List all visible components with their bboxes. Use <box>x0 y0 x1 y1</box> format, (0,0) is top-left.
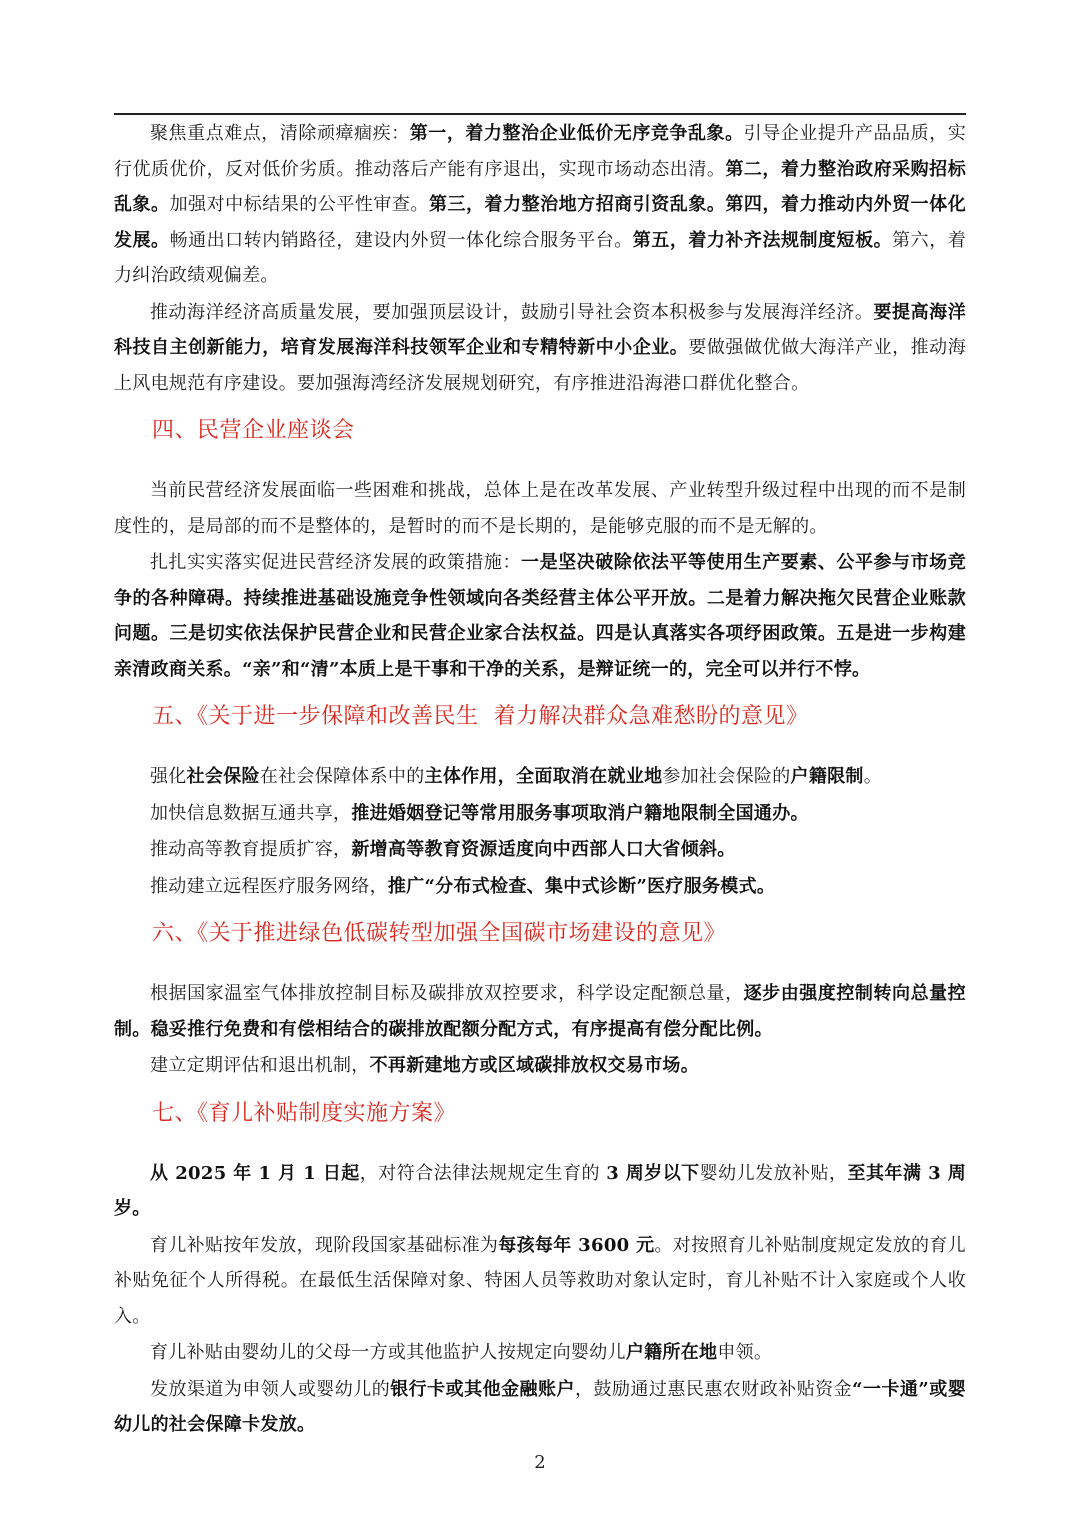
bold-text-segment: 新增高等教育资源适度向中西部人口大省倾斜。 <box>351 839 736 860</box>
text-segment: ，鼓励通过惠民惠农财政补贴资金 <box>574 1378 853 1400</box>
text-segment: 在社会保障体系中的 <box>259 766 425 787</box>
text-segment: 参加社会保险的 <box>662 766 791 787</box>
text-segment: 第六，着力纠治政绩观偏差。 <box>114 229 967 286</box>
text-segment: ，对符合法律法规规定生育的 <box>359 1162 607 1184</box>
bold-text-segment: 第三，着力整治地方招商引资乱象。第四，着力推动内外贸一体化发展。 <box>114 194 967 251</box>
text-segment: 发放渠道为申领人或婴幼儿的 <box>150 1378 391 1400</box>
body-paragraph <box>114 1372 966 1443</box>
body-paragraph <box>114 116 966 294</box>
body-paragraph <box>114 832 966 868</box>
text-segment: 引导企业提升产品品质，实行优质优价，反对低价劣质。推动落后产能有序退出，实现市场动态出清。 <box>114 123 966 180</box>
text-segment: 聚焦重点难点，清除顽瘴痼疾： <box>150 123 410 144</box>
text-segment: 育儿补贴由婴幼儿的父母一方或其他监护人按规定向婴幼儿 <box>150 1342 626 1363</box>
body-paragraph <box>114 295 966 402</box>
section-heading: 四、民营企业座谈会 <box>152 418 355 443</box>
bold-text-segment: 每孩每年 3600 元 <box>498 1234 655 1256</box>
bold-text-segment: 从 2025 年 1 月 1 日起 <box>150 1162 360 1184</box>
section-heading: 七、《育儿补贴制度实施方案》 <box>152 1100 457 1126</box>
section-heading: 五、《关于进一步保障和改善民生 着力解决群众急难愁盼的意见》 <box>152 704 809 729</box>
text-segment: 要做强做优做大海洋产业，推动海上风电规范有序建设。要加强海湾经济发展规划研究，有序推进沿海港口群优化整合。 <box>114 337 967 394</box>
body-paragraph <box>114 473 966 544</box>
text-segment: 加强对中标结果的公平性审查。 <box>169 194 429 215</box>
body-paragraph <box>114 1156 966 1227</box>
text-segment: 婴幼儿发放补贴， <box>699 1162 848 1184</box>
text-segment: 。 <box>863 766 883 787</box>
bold-text-segment: 不再新建地方或区域碳排放权交易市场。 <box>369 1055 700 1076</box>
bold-text-segment: “一卡通”或婴幼儿的社会保障卡发放。 <box>114 1378 967 1435</box>
text-segment: 畅通出口转内销路径，建设内外贸一体化综合服务平台。 <box>169 229 633 251</box>
bold-text-segment: 社会保险 <box>186 766 260 787</box>
bold-text-segment: 一是坚决破除依法平等使用生产要素、公平参与市场竞争的各种障碍。持续推进基础设施竞争性领域向各类经营主体公平开放。二是着力解决拖欠民营企业账款问题。三是切实依法保护民营企业和民营企业家合法权益。四是认真落实各项纾困政策。五是进一步构建亲清政商关系。“亲”和“清”本质上是干事和干净的关系，是辩证统一的，完全可以并行不悖。 <box>114 552 967 680</box>
bold-text-segment: 推广“分布式检查、集中式诊断”医疗服务模式。 <box>387 875 776 897</box>
text-segment: 根据国家温室气体排放控制目标及碳排放双控要求，科学设定配额总量， <box>150 983 744 1004</box>
bold-text-segment: 推进婚姻登记等常用服务事项取消户籍地限制全国通办。 <box>351 802 809 824</box>
text-segment: 推动建立远程医疗服务网络， <box>150 875 388 897</box>
text-segment: 当前民营经济发展面临一些困难和挑战，总体上是在改革发展、产业转型升级过程中出现的而不是制度性的，是局部的而不是整体的，是暂时的而不是长期的，是能够克服的而不是无解的。 <box>114 480 966 537</box>
text-segment: 育儿补贴按年发放，现阶段国家基础标准为 <box>150 1234 499 1256</box>
header-rule <box>114 113 966 115</box>
document-body <box>114 116 966 1444</box>
text-segment: 申领。 <box>717 1342 773 1363</box>
body-paragraph <box>114 759 966 795</box>
body-paragraph <box>114 545 966 687</box>
body-paragraph <box>114 1335 966 1371</box>
body-paragraph <box>114 869 966 905</box>
body-paragraph <box>114 976 966 1047</box>
body-paragraph <box>114 796 966 832</box>
bold-text-segment: 要提高海洋科技自主创新能力，培育发展海洋科技领军企业和专精特新中小企业。 <box>114 301 967 358</box>
page-number: 2 <box>534 1452 546 1473</box>
bold-text-segment: 第五，着力补齐法规制度短板。 <box>632 229 893 251</box>
text-segment: 建立定期评估和退出机制， <box>150 1055 370 1076</box>
bold-text-segment: 主体作用，全面取消在就业地 <box>424 766 663 787</box>
text-segment: 推动高等教育提质扩容， <box>150 839 352 860</box>
body-paragraph <box>114 1228 966 1335</box>
bold-text-segment: 第二，着力整治政府采购招标乱象。 <box>114 158 966 215</box>
bold-text-segment: 第一，着力整治企业低价无序竞争乱象。 <box>409 123 744 144</box>
bold-text-segment: 逐步由强度控制转向总量控制。稳妥推行免费和有偿相结合的碳排放配额分配方式，有序提高有偿分配比例。 <box>114 983 966 1040</box>
text-segment: 。对按照育儿补贴制度规定发放的育儿补贴免征个人所得税。在最低生活保障对象、特困人员等救助对象认定时，育儿补贴不计入家庭或个人收入。 <box>114 1234 966 1327</box>
bold-text-segment: 3 周岁以下 <box>606 1162 700 1184</box>
text-segment: 强化 <box>150 766 187 787</box>
text-segment: 扎扎实实落实促进民营经济发展的政策措施： <box>150 552 522 573</box>
text-segment: 加快信息数据互通共享， <box>150 802 352 824</box>
section-heading: 六、《关于推进绿色低碳转型加强全国碳市场建设的意见》 <box>152 921 727 946</box>
bold-text-segment: 至其年满 3 周岁。 <box>114 1162 966 1219</box>
body-paragraph <box>114 1048 966 1084</box>
bold-text-segment: 户籍限制 <box>790 766 864 787</box>
bold-text-segment: 银行卡或其他金融账户 <box>390 1378 575 1400</box>
text-segment: 推动海洋经济高质量发展，要加强顶层设计，鼓励引导社会资本积极参与发展海洋经济。 <box>150 301 874 323</box>
bold-text-segment: 户籍所在地 <box>625 1342 718 1363</box>
